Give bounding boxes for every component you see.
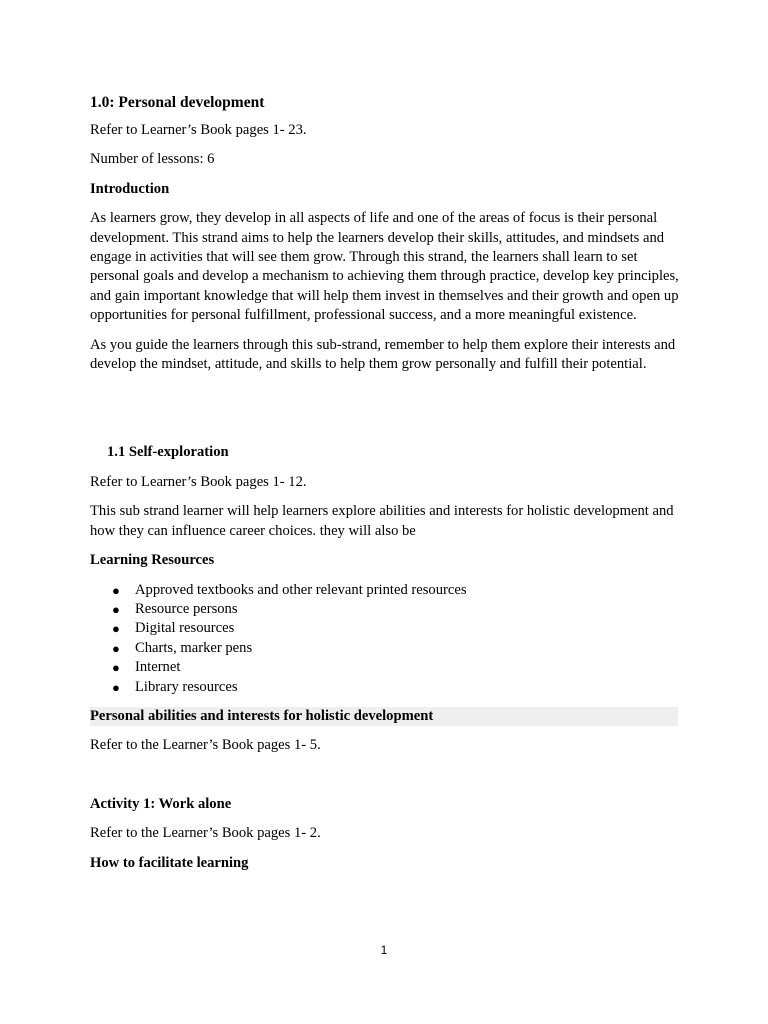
activity-heading: Activity 1: Work alone	[90, 795, 232, 812]
section-book-reference: Refer to the Learner’s Book pages 1- 5.	[90, 737, 321, 754]
bullet-icon: ●	[112, 679, 120, 695]
list-item	[90, 600, 680, 619]
substrand-description: This sub strand learner will help learners explore abilities and interests for holistic development and how they can influence career choices. they will also be	[90, 503, 674, 539]
bullet-icon: ●	[112, 640, 120, 656]
list-item	[90, 619, 680, 638]
strand-title: 1.0: Personal development	[90, 94, 265, 111]
substrand-book-reference: Refer to Learner’s Book pages 1- 12.	[90, 473, 307, 490]
learning-resources-heading: Learning Resources	[90, 552, 215, 569]
facilitate-learning-heading: How to facilitate learning	[90, 854, 249, 871]
bullet-icon: ●	[112, 621, 120, 637]
resource-label: Digital resources	[135, 620, 235, 637]
section-heading-shaded: Personal abilities and interests for holistic development	[90, 707, 678, 726]
strand-book-reference: Refer to Learner’s Book pages 1- 23.	[90, 122, 307, 138]
section-gap	[90, 384, 680, 443]
list-item	[90, 581, 680, 600]
learning-resources-list	[90, 581, 680, 697]
resource-label: Library resources	[135, 678, 238, 695]
resource-label: Resource persons	[135, 600, 238, 617]
resource-label: Charts, marker pens	[135, 639, 253, 656]
bullet-icon: ●	[112, 660, 120, 676]
section-gap	[90, 766, 680, 795]
activity-book-reference: Refer to the Learner’s Book pages 1- 2.	[90, 825, 321, 842]
bullet-icon: ●	[112, 582, 120, 598]
bullet-icon: ●	[112, 601, 120, 617]
resource-label: Internet	[135, 659, 181, 676]
list-item	[90, 658, 680, 677]
resource-label: Approved textbooks and other relevant printed resources	[135, 581, 467, 598]
list-item	[90, 639, 680, 658]
substrand-heading: 1.1 Self-exploration	[107, 444, 229, 461]
introduction-paragraph-1: As learners grow, they develop in all aspects of life and one of the areas of focus is their personal development. This strand aims to help the learners develop their skills, attitudes, and mindsets and engage in activities that will see them grow. Through this strand, the learners shall learn to set personal goals and develop a mechanism to achieving them through practice, develop key principles, and gain important knowledge that will help them invest in themselves and their growth and open up opportunities for personal fulfillment, professional success, and a more meaningful existence.	[90, 210, 679, 324]
introduction-paragraph-2: As you guide the learners through this sub-strand, remember to help them explore their interests and develop the mindset, attitude, and skills to help them grow personally and fulfill their potential.	[90, 336, 676, 373]
list-item	[90, 678, 680, 697]
lesson-count: Number of lessons: 6	[90, 151, 215, 168]
introduction-heading: Introduction	[90, 180, 170, 197]
document-body	[90, 93, 680, 883]
page-number: 1	[380, 943, 388, 957]
